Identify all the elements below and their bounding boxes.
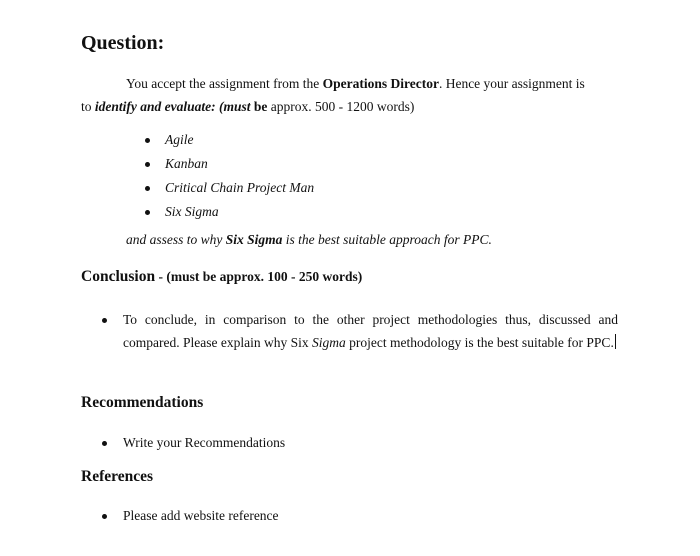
intro-line [126,76,585,92]
conclusion-note-rest: 100 - 250 words) [263,269,363,284]
sigma-text: Sigma [311,335,346,350]
method-label: Kanban [165,156,208,171]
intro-text-end: . Hence your assignment is [438,76,585,91]
recommendations-item: Write your Recommendations [123,435,286,450]
intro-text-start: You accept the assignment from the [126,76,323,91]
assignment-be: be [250,99,268,114]
question-heading: Question: [81,32,165,54]
bullet-icon [145,162,150,167]
list-item [140,128,314,152]
assess-line [126,232,492,248]
conclusion-heading [81,268,362,286]
text-cursor [615,334,616,349]
conclusion-bullet [99,308,618,354]
list-item [99,506,279,526]
recommendations-heading: Recommendations [81,394,204,411]
bullet-icon [145,138,150,143]
bullet-icon [145,186,150,191]
conclusion-text[interactable] [123,308,618,354]
conclusion-text-start: To conclude, in comparison to the other project methodologies thus, discussed and compared. Please explain why Six [123,312,618,350]
bullet-icon [145,210,150,215]
list-item [140,152,314,176]
methodology-list [140,128,314,224]
operations-director-text: Operations Director [322,76,439,91]
bullet-icon [102,514,107,519]
assignment-line [81,99,414,115]
conclusion-dash: - [155,269,167,284]
six-sigma-text: Six Sigma [225,232,283,247]
bullet-icon [102,441,107,446]
assess-text-end: is the best suitable approach for PPC. [282,232,492,247]
references-item: Please add website reference [123,508,279,523]
bullet-icon [102,318,107,323]
conclusion-note-bold: (must be approx. [166,269,264,284]
word-count-text: approx. 500 - 1200 words) [267,99,415,114]
list-item [99,433,285,453]
method-label: Six Sigma [165,204,219,219]
conclusion-text-end: project methodology is the best suitable for PPC. [345,335,614,350]
method-label: Critical Chain Project Man [165,180,315,195]
references-heading: References [81,468,154,485]
list-item [140,176,314,200]
list-item [140,200,314,224]
assignment-to: to [81,99,95,114]
identify-evaluate-text: identify and evaluate: (must [94,99,251,114]
method-label: Agile [165,132,194,147]
assess-text-start: and assess to why [126,232,226,247]
conclusion-title: Conclusion [81,268,156,285]
